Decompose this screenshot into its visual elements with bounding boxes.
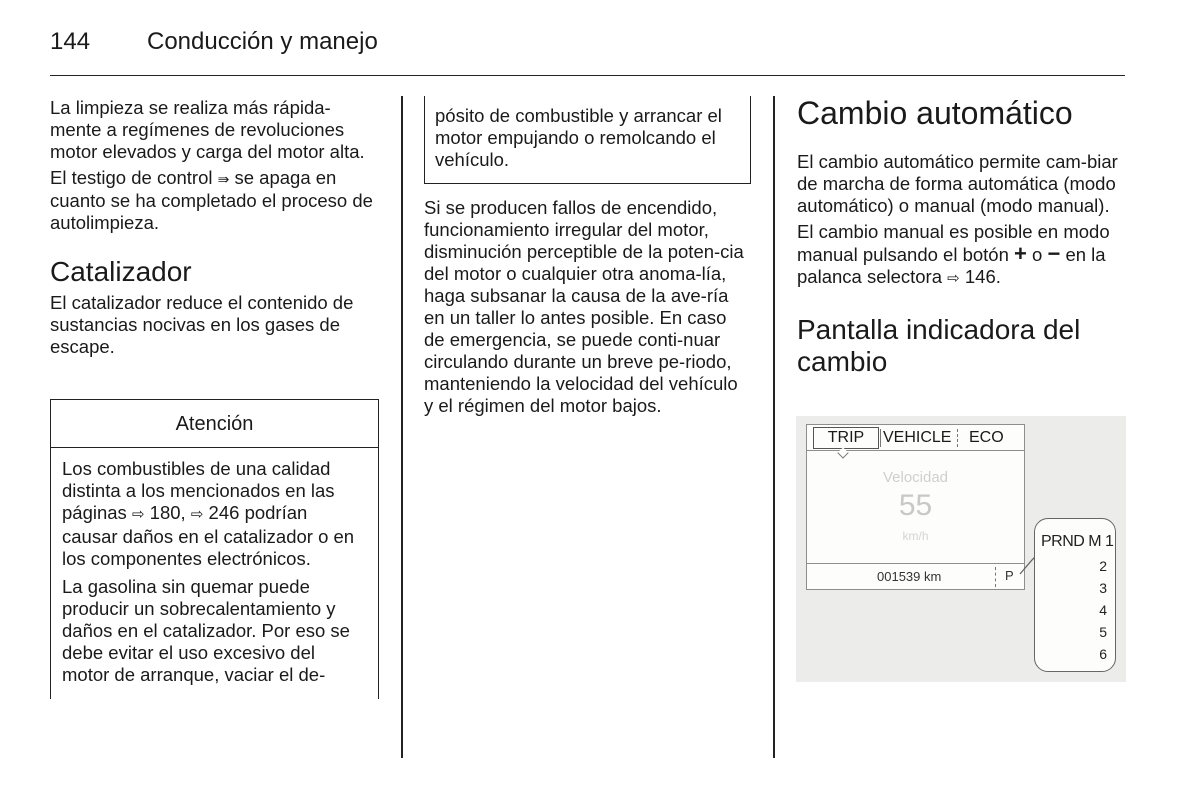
tab-trip: TRIP xyxy=(813,427,879,449)
gear-item: 3 xyxy=(1099,580,1107,596)
speed-unit: km/h xyxy=(902,529,929,543)
tab-eco: ECO xyxy=(969,429,1004,446)
gear-display-illustration xyxy=(796,416,1126,682)
tab-vehicle: VEHICLE xyxy=(883,429,952,446)
section-title: Conducción y manejo xyxy=(147,28,378,55)
warning-box xyxy=(50,399,379,699)
gear-item: 5 xyxy=(1099,624,1107,640)
gear-item: 2 xyxy=(1099,558,1107,574)
page-header xyxy=(50,24,1125,76)
exhaust-filter-icon: ⇛ xyxy=(217,171,230,187)
column-divider-2 xyxy=(773,96,775,758)
paragraph-cleaning: La limpieza se realiza más rápida-mente a regímenes de revoluciones motor elevados y carga del motor alta. xyxy=(50,97,365,162)
column-3 xyxy=(797,95,1127,378)
gear-indicator: P xyxy=(1005,568,1014,583)
speed-label: Velocidad xyxy=(882,469,949,486)
plus-icon: + xyxy=(1014,241,1027,266)
tab-separator xyxy=(880,429,881,447)
info-display-screen xyxy=(806,424,1025,590)
paragraph-catalizador: El catalizador reduce el contenido de sustancias nocivas en los gases de escape. xyxy=(50,292,354,357)
paragraph-automatic: El cambio automático permite cam-biar de marcha de forma automática (modo automático) o manual (modo manual). xyxy=(797,151,1118,216)
heading-cambio-automatico: Cambio automático xyxy=(797,95,1073,131)
reference-arrow-icon: ⇨ xyxy=(190,506,204,523)
warning-paragraph-1: Los combustibles de una calidad distinta a los mencionados en las páginas ⇨ 180, ⇨ 246 podrían causar daños en el catalizador o en los componentes electrónicos. xyxy=(62,458,355,569)
column-1 xyxy=(50,97,380,362)
heading-pantalla-indicadora: Pantalla indicadora del cambio xyxy=(797,314,1081,377)
warning-body xyxy=(51,448,378,702)
odometer: 001539 km xyxy=(877,569,942,584)
reference-arrow-icon: ⇨ xyxy=(947,270,960,287)
warning-title: Atención xyxy=(51,400,378,448)
callout-gear-range: PRND M 1 xyxy=(1041,533,1114,550)
column-2 xyxy=(424,197,752,421)
gear-list xyxy=(1099,555,1107,665)
tab-separator xyxy=(957,429,958,447)
bar-separator xyxy=(995,567,996,587)
warning-continuation: pósito de combustible y arrancar el motor empujando o remolcando el vehículo. xyxy=(424,96,751,184)
warning-paragraph-2: La gasolina sin quemar puede producir un sobrecalentamiento y daños en el catalizador. Por eso se debe evitar el uso excesivo del motor de arranque, vaciar el de- xyxy=(62,576,350,685)
display-tabs xyxy=(807,425,1024,451)
page-number: 144 xyxy=(50,28,91,55)
paragraph-warning-light: El testigo de control ⇛ se apaga en cuanto se ha completado el proceso de autolimpieza. xyxy=(50,167,373,233)
paragraph-misfire: Si se producen fallos de encendido, funcionamiento irregular del motor, disminución perceptible de la poten-cia del motor o cualquier otra anoma-lía, haga subsanar la causa de la ave-ría en un taller lo antes posible. En caso de emergencia, se puede conti-nuar circulando durante un breve pe-riodo, manteniendo la velocidad del vehículo y el régimen del motor bajos. xyxy=(424,197,744,416)
heading-catalizador: Catalizador xyxy=(50,256,192,287)
gear-item: 6 xyxy=(1099,646,1107,662)
gear-item: 4 xyxy=(1099,602,1107,618)
gear-callout xyxy=(1034,518,1116,672)
column-divider-1 xyxy=(401,96,403,758)
reference-arrow-icon: ⇨ xyxy=(131,506,145,523)
minus-icon: − xyxy=(1047,241,1061,266)
display-bottom-bar xyxy=(807,563,1024,589)
speed-value: 55 xyxy=(898,489,933,522)
paragraph-manual: El cambio manual es posible en modo manual pulsando el botón + o − en la palanca selectora ⇨ 146. xyxy=(797,221,1127,290)
tab-caret-icon xyxy=(837,447,848,458)
